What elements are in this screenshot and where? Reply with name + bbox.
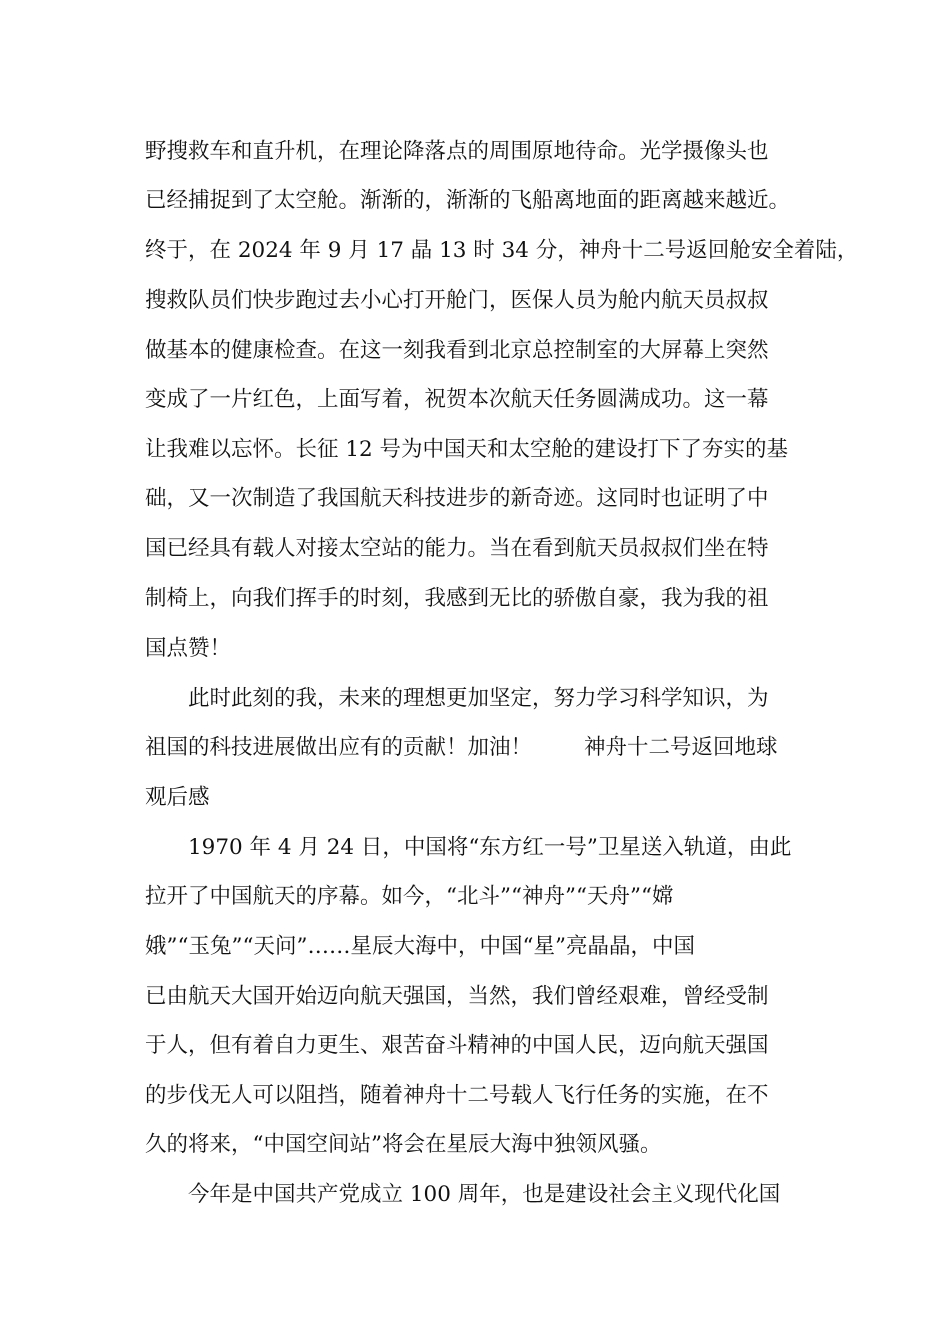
text-line: 野搜救车和直升机，在理论降落点的周围原地待命。光学摄像头也 [145,139,769,164]
text-line: 让我难以忘怀。长征 12 号为中国天和太空舱的建设打下了夯实的基 [145,437,789,462]
text-line: 于人，但有着自力更生、艰苦奋斗精神的中国人民，迈向航天强国 [145,1033,769,1058]
text-line: 础，又一次制造了我国航天科技进步的新奇迹。这同时也证明了中 [145,486,769,511]
text-line: 终于，在 2024 年 9 月 17 晶 13 时 34 分，神舟十二号返回舱安全着陆， [145,238,859,263]
text-line: 制椅上，向我们挥手的时刻，我感到无比的骄傲自豪，我为我的祖 [145,586,769,611]
essay-title: 神舟十二号返回地球 [584,735,778,760]
text-line: 的步伐无人可以阻挡，随着神舟十二号载人飞行任务的实施，在不 [145,1083,769,1108]
paragraph-first-line: 今年是中国共产党成立 100 周年，也是建设社会主义现代化国 [188,1182,781,1207]
text-line: 变成了一片红色，上面写着，祝贺本次航天任务圆满成功。这一幕 [145,387,769,412]
text-line: 国点赞！ [145,636,232,661]
text-line: 已由航天大国开始迈向航天强国，当然，我们曾经艰难，曾经受制 [145,984,769,1009]
text-line: 久的将来，“中国空间站”将会在星辰大海中独领风骚。 [145,1132,662,1157]
essay-title-continued: 观后感 [145,785,210,810]
text-line: 娥”“玉兔”“天问”……星辰大海中，中国“星”亮晶晶，中国 [145,934,695,959]
text-line-with-heading [145,733,778,763]
text-line: 已经捕捉到了太空舱。渐渐的，渐渐的飞船离地面的距离越来越近。 [145,188,791,213]
text-line: 做基本的健康检查。在这一刻我看到北京总控制室的大屏幕上突然 [145,338,769,363]
paragraph-first-line: 此时此刻的我，未来的理想更加坚定，努力学习科学知识，为 [188,686,769,711]
text-segment: 祖国的科技进展做出应有的贡献！加油！ [145,735,533,760]
text-line: 搜救队员们快步跑过去小心打开舱门，医保人员为舱内航天员叔叔 [145,288,769,313]
text-line: 拉开了中国航天的序幕。如今，“北斗”“神舟”“天舟”“嫦 [145,884,674,909]
paragraph-first-line: 1970 年 4 月 24 日，中国将“东方红一号”卫星送入轨道，由此 [188,835,792,860]
text-line: 国已经具有载人对接太空站的能力。当在看到航天员叔叔们坐在特 [145,536,769,561]
